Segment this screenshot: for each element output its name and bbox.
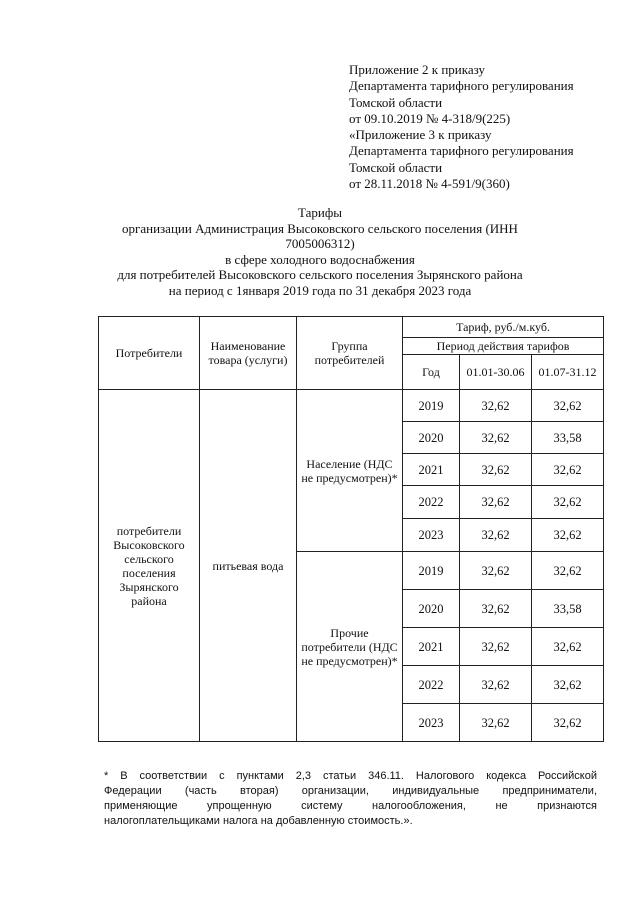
tariff-table <box>98 316 604 742</box>
year-cell: 2020 <box>403 422 460 454</box>
tariff-h2-cell: 32,62 <box>532 666 604 704</box>
group-cell: Прочие потребители (НДС не предусмотрен)* <box>297 552 403 742</box>
tariff-h1-cell: 32,62 <box>460 590 532 628</box>
tariff-h2-cell: 32,62 <box>532 519 604 552</box>
tariff-h1-cell: 32,62 <box>460 519 532 552</box>
table-header-row <box>99 317 604 338</box>
annex-line: от 28.11.2018 № 4-591/9(360) <box>349 176 510 192</box>
year-cell: 2023 <box>403 704 460 742</box>
tariff-h2-cell: 32,62 <box>532 486 604 519</box>
tariff-h2-cell: 32,62 <box>532 454 604 486</box>
header-product: Наименование товара (услуги) <box>200 317 297 390</box>
footnote-line: применяющие упрощенную систему налогообложения, не признаются <box>104 800 597 812</box>
tariff-h2-cell: 33,58 <box>532 590 604 628</box>
year-cell: 2021 <box>403 454 460 486</box>
document-title <box>100 205 540 298</box>
title-sphere: в сфере холодного водоснабжения <box>225 251 415 267</box>
year-cell: 2019 <box>403 390 460 422</box>
header-period-2: 01.07-31.12 <box>532 355 604 390</box>
title-period: на период с 1января 2019 года по 31 декабря 2023 года <box>168 282 472 298</box>
group-cell: Население (НДС не предусмотрен)* <box>297 390 403 552</box>
header-year: Год <box>403 355 460 390</box>
annex-line: Томской области <box>349 94 443 110</box>
header-group: Группа потребителей <box>297 317 403 390</box>
footnote-line: * В соответствии с пунктами 2,3 статьи 346.11. Налогового кодекса Российской <box>104 770 597 782</box>
footnote-line: налогоплательщиками налога на добавленную стоимость.». <box>104 815 413 827</box>
title-consumers: для потребителей Высоковского сельского поселения Зырянского района <box>117 267 523 282</box>
order-annex-reference <box>349 62 634 192</box>
tariff-h1-cell: 32,62 <box>460 666 532 704</box>
annex-line: Приложение 2 к приказу <box>349 62 486 77</box>
tariff-h2-cell: 32,62 <box>532 628 604 666</box>
title-organization-inn: 7005006312) <box>285 236 355 251</box>
header-validity: Период действия тарифов <box>403 338 604 355</box>
product-cell: питьевая вода <box>200 390 297 742</box>
footnote-line: Федерации (часть вторая) организации, индивидуальные предприниматели, <box>104 785 597 797</box>
year-cell: 2023 <box>403 519 460 552</box>
tariff-h2-cell: 33,58 <box>532 422 604 454</box>
tariff-h1-cell: 32,62 <box>460 628 532 666</box>
annex-line: Томской области <box>349 159 443 175</box>
year-cell: 2022 <box>403 486 460 519</box>
year-cell: 2019 <box>403 552 460 590</box>
annex-line: Департамента тарифного регулирования <box>349 143 574 159</box>
year-cell: 2021 <box>403 628 460 666</box>
title-heading: Тарифы <box>297 205 342 220</box>
table-row <box>99 390 604 422</box>
tariff-h1-cell: 32,62 <box>460 552 532 590</box>
title-organization: организации Администрация Высоковского сельского поселения (ИНН <box>122 220 518 236</box>
vat-footnote <box>104 769 597 829</box>
annex-line: от 09.10.2019 № 4-318/9(225) <box>349 110 511 126</box>
header-consumers: Потребители <box>99 317 200 390</box>
tariff-h1-cell: 32,62 <box>460 486 532 519</box>
consumer-cell: потребители Высоковского сельского поселения Зырянского района <box>99 390 200 742</box>
tariff-h2-cell: 32,62 <box>532 704 604 742</box>
header-tariff: Тариф, руб./м.куб. <box>403 317 604 338</box>
year-cell: 2020 <box>403 590 460 628</box>
annex-line: Департамента тарифного регулирования <box>349 78 574 94</box>
tariff-h2-cell: 32,62 <box>532 390 604 422</box>
tariff-h1-cell: 32,62 <box>460 704 532 742</box>
header-period-1: 01.01-30.06 <box>460 355 532 390</box>
tariff-h1-cell: 32,62 <box>460 454 532 486</box>
annex-line: «Приложение 3 к приказу <box>349 127 492 143</box>
year-cell: 2022 <box>403 666 460 704</box>
tariff-h2-cell: 32,62 <box>532 552 604 590</box>
tariff-h1-cell: 32,62 <box>460 390 532 422</box>
tariff-h1-cell: 32,62 <box>460 422 532 454</box>
